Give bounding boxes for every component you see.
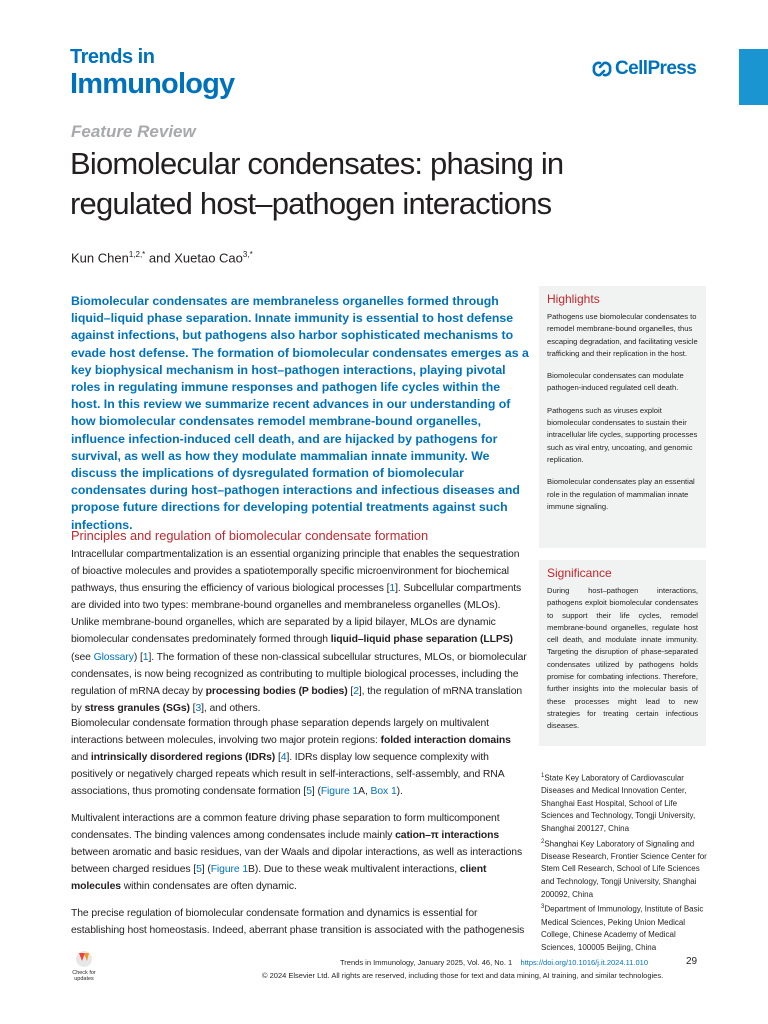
highlight-item: Pathogens use biomolecular condensates to remodel membrane-bound organelles, thus escaping degradation, and facilitating vesicle trafficking and their replication in the host. (547, 312, 698, 358)
doi-link[interactable]: https://doi.org/10.1016/j.it.2024.11.010 (520, 958, 648, 967)
ref-link[interactable]: 2 (353, 685, 359, 697)
cellpress-logo-icon (592, 60, 612, 78)
glossary-term: cation–π interactions (395, 830, 500, 842)
glossary-term: folded interaction domains (380, 735, 511, 747)
affiliation-item: $^1$State Key Laboratory of Cardiovascular Diseases and Medical Innovation Center, Shanghai East Hospital, School of Life Sciences and Technology, Tongji University, Shanghai 200127, China (541, 773, 696, 834)
feature-type: Feature Review (71, 122, 196, 141)
body-paragraph-3: Multivalent interactions are a common feature driving phase separation to form multicomponent condensates. The binding valences among condensates include mainly cation–π interactions between aromatic and basic residues, van der Waals and dipolar interactions, as well as interactions between charged residues [5] (Figure 1B). Due to these weak multivalent interactions, client molecules within condensates are often dynamic. (71, 813, 523, 893)
figure-link[interactable]: Figure 1 (210, 864, 249, 876)
significance-heading: Significance (547, 566, 612, 580)
highlights-heading: Highlights (547, 292, 600, 306)
cellpress-label: CellPress (615, 58, 697, 79)
ref-link[interactable]: 5 (196, 864, 202, 876)
highlight-item: Biomolecular condensates can modulate pathogen-induced regulated cell death. (547, 371, 684, 393)
significance-box (539, 560, 706, 746)
body-paragraph-1: Intracellular compartmentalization is an essential organizing principle that enables the sequestration of bioactive molecules and provides a spatiotemporally specific microenvironment for biochemical pathways, thus ensuring the efficiency of various biological processes [1]. Subcellular compartments are divided into two types: membrane-bound organelles and membraneless organelles (MLOs). Unlike membrane-bound organelles, which are separated by a lipid bilayer, MLOs are dynamic biomolecular condensates predominately formed through liquid–liquid phase separation (LLPS) (see Glossary) [1]. The formation of these non-classical subcellular structures, MLOs, or biomolecular condensates, is now being recognized as contributing to multiple biological processes, including the regulation of mRNA decay by processing bodies (P bodies) [2], the regulation of mRNA translation by stress granules (SGs) [3], and others. (71, 549, 527, 714)
glossary-term: processing bodies (P bodies) (205, 685, 348, 697)
glossary-term: client molecules (71, 864, 487, 893)
figure-link[interactable]: Figure 1 (320, 786, 359, 798)
ref-link[interactable]: 3 (195, 702, 202, 714)
abstract: Biomolecular condensates are membraneless organelles formed through liquid–liquid phase separation. Innate immunity is essential to host defense against infections, but pathogens also harbor sophisticated mechanisms to evade host defense. The formation of biomolecular condensates emerges as a key biophysical mechanism in host–pathogen interactions, playing pivotal roles in regulating immune responses and pathogen life cycles within the host. In this review we summarize recent advances in our understanding of how biomolecular condensates remodel membrane-bound organelles, influence infection-induced cell death, and are hijacked by pathogens for survival, as well as how they modulate mammalian innate immunity. We discuss the implications of dysregulated formation of biomolecular condensates during host–pathogen interactions and infectious diseases and propose future directions for developing potential treatments against such infections. (71, 294, 529, 532)
glossary-term: stress granules (SGs) (84, 702, 190, 714)
corner-accent-bar (739, 49, 768, 105)
author-2[interactable]: Xuetao Cao (174, 250, 243, 266)
ref-link[interactable]: 4 (280, 752, 287, 764)
highlights-box (539, 286, 706, 548)
highlight-item: Pathogens such as viruses exploit biomolecular condensates to sustain their intracellular life cycles, supporting processes such as viral entry, uncoating, and genomic replication. (547, 405, 698, 464)
significance-text: During host–pathogen interactions, pathogens exploit biomolecular condensates to support their life cycles, remodel membrane-bound organelles, regulate host cell death, and modulate innate immunity. Targeting the disruption of phase-separated condensates utilized by pathogens holds promise for combating infections. Therefore, further insights into the molecular basis of these processes might lead to new strategies for treating certain infectious diseases. (547, 586, 698, 731)
ref-link[interactable]: 1 (389, 583, 396, 595)
body-paragraph-4: The precise regulation of biomolecular condensate formation and dynamics is essential for establishing host homeostasis. Indeed, aberrant phase transition is associated with the pathogenesis (71, 908, 525, 937)
footer-citation: Trends in Immunology, January 2025, Vol. 46, No. 1 (340, 958, 513, 967)
affiliations (541, 770, 711, 954)
body-paragraph-2: Biomolecular condensate formation through phase separation depends largely on multivalent interactions between molecules, involving two major protein regions: folded interaction domains and intrinsically disordered regions (IDRs) [4]. IDRs display low sequence complexity with positively or negatively charged repeats which result in self-interactions, self-assembly, and RNA associations, thus promoting condensate formation [5] (Figure 1A, Box 1). (71, 718, 511, 798)
check-for-updates-label[interactable]: Check for updates (72, 970, 96, 982)
authors-and: and (145, 250, 175, 266)
affiliation-item: $^2$Shanghai Key Laboratory of Signaling and Disease Research, Frontier Science Center for Stem Cell Research, School of Life Sciences and Technology, Tongji University, Shanghai 200092, China (541, 838, 707, 899)
authors (71, 250, 253, 265)
glossary-term: intrinsically disordered regions (IDRs) (90, 752, 276, 764)
author-1-affil: 1,2,* (128, 250, 146, 259)
journal-name-line2: Immunology (70, 68, 235, 100)
affiliation-item: $^3$Department of Immunology, Institute of Basic Medical Sciences, Peking Union Medical College, Chinese Academy of Medical Sciences, 100005 Beijing, China (541, 904, 704, 952)
author-1[interactable]: Kun Chen (71, 250, 129, 266)
article-title: Biomolecular condensates: phasing in regulated host–pathogen interactions (70, 146, 564, 221)
section-heading: Principles and regulation of biomolecular condensate formation (71, 528, 429, 543)
ref-link[interactable]: 1 (142, 651, 149, 663)
highlight-item: Biomolecular condensates play an essential role in the regulation of mammalian innate immune signaling. (547, 477, 695, 511)
journal-name-line1: Trends in (70, 46, 155, 68)
box-link[interactable]: Box 1 (370, 786, 397, 798)
footer-citation-line (340, 958, 648, 967)
cellpress-logo[interactable] (592, 58, 696, 80)
ref-link[interactable]: 5 (306, 786, 312, 798)
page-number: 29 (686, 956, 698, 967)
glossary-term: liquid–liquid phase separation (LLPS) (330, 634, 513, 646)
glossary-link[interactable]: Glossary (93, 651, 134, 663)
author-2-affil: 3,* (242, 250, 253, 259)
copyright-notice: © 2024 Elsevier Ltd. All rights are reserved, including those for text and data mining, AI training, and similar technologies. (262, 971, 664, 980)
